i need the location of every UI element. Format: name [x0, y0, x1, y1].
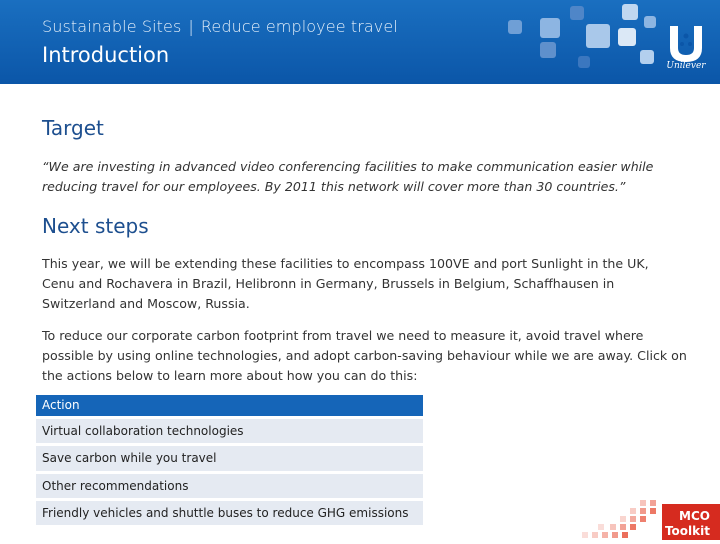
decorative-squares	[500, 0, 660, 84]
breadcrumb	[42, 17, 398, 36]
mco-label: MCO	[679, 509, 710, 523]
next-steps-paragraph-2: To reduce our corporate carbon footprint from travel we need to measure it, avoid travel where possible by using online technologies, and adopt carbon-saving behaviour while we are away. Click on the actions below to learn more about how you can do this:	[42, 328, 687, 383]
next-steps-paragraph-1: This year, we will be extending these facilities to encompass 100VE and port Sunlight in the UK, Cenu and Rochavera in Brazil, Helibronn in Germany, Brussels in Belgium, Schaffhausen in Switzerland and Moscow, Russia.	[42, 256, 649, 311]
header-bar	[0, 0, 720, 84]
decorative-dots	[578, 498, 668, 540]
action-row-other-recommendations[interactable]: Other recommendations	[36, 474, 423, 498]
target-heading: Target	[42, 116, 104, 140]
next-steps-heading: Next steps	[42, 214, 149, 238]
breadcrumb-section: Sustainable Sites	[42, 17, 182, 36]
action-row-save-carbon[interactable]: Save carbon while you travel	[36, 446, 423, 471]
mco-toolkit-badge	[665, 509, 710, 539]
target-quote: “We are investing in advanced video conferencing facilities to make communication easier while reducing travel for our employees. By 2011 this network will cover more than 30 countries.”	[42, 159, 654, 194]
action-row-virtual-collaboration[interactable]: Virtual collaboration technologies	[36, 419, 423, 443]
logo-wordmark: Unilever	[666, 61, 706, 71]
action-table	[36, 395, 423, 525]
table-header: Action	[36, 395, 423, 416]
unilever-logo	[666, 24, 706, 74]
breadcrumb-topic: Reduce employee travel	[200, 17, 398, 36]
page-title: Introduction	[42, 43, 170, 67]
toolkit-label: Toolkit	[664, 524, 710, 538]
breadcrumb-separator: |	[188, 17, 194, 36]
action-row-friendly-vehicles[interactable]: Friendly vehicles and shuttle buses to reduce GHG emissions	[36, 501, 423, 525]
